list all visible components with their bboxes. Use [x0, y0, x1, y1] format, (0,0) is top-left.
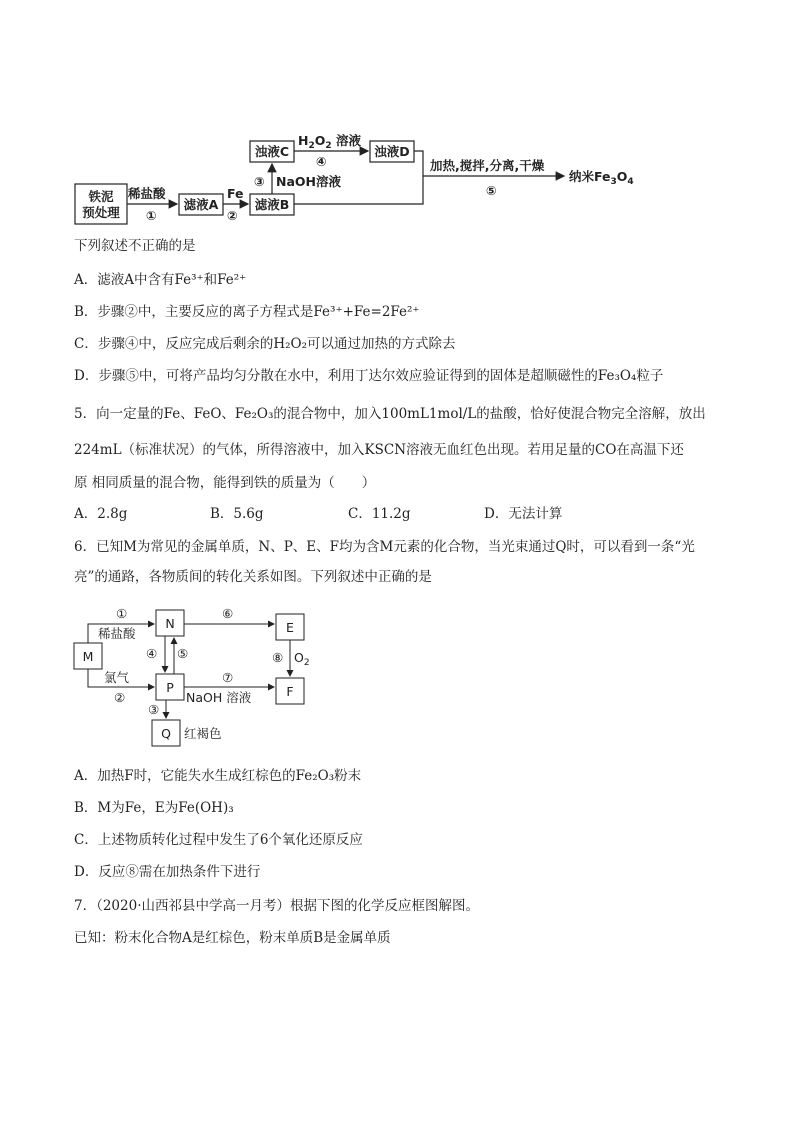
step-2: ②: [227, 208, 238, 223]
q6-line2: 亮”的通路，各物质间的转化关系如图。下列叙述中正确的是: [74, 569, 432, 585]
q7-line1: 7．（2020·山西祁县中学高一月考）根据下图的化学反应框图解图。: [74, 898, 479, 914]
f2-step-4: ④: [146, 646, 158, 661]
q4-option-b: B．步骤②中，主要反应的离子方程式是Fe³⁺+Fe=2Fe²⁺: [74, 304, 420, 320]
box-c-label: 浊液C: [254, 144, 290, 159]
q5-option-c: C．11.2g: [348, 506, 411, 522]
f2-step-1: ①: [116, 606, 128, 621]
q4-stem: 下列叙述不正确的是: [74, 238, 196, 254]
q6-option-c: C．上述物质转化过程中发生了6个氧化还原反应: [74, 832, 363, 848]
box-e-label: E: [286, 620, 294, 635]
step-5: ⑤: [486, 183, 497, 198]
q5-line2: 224mL（标准状况）的气体，所得溶液中，加入KSCN溶液无血红色出现。若用足量的CO在高温下还: [74, 442, 684, 458]
box-d-label: 浊液D: [374, 144, 410, 159]
reagent-3: NaOH溶液: [276, 174, 341, 189]
box-m-label: M: [82, 649, 94, 664]
box-tiehni-line2: 预处理: [82, 205, 120, 220]
box-q-label: Q: [161, 726, 171, 741]
f2-step-2: ②: [114, 690, 126, 705]
box-n-label: N: [165, 616, 175, 631]
reagent-2: Fe: [227, 186, 244, 201]
q6-line1: 6．已知M为常见的金属单质，N、P、E、F均为含M元素的化合物，当光束通过Q时，可以看到一条“光: [74, 539, 695, 555]
reagent-1: 稀盐酸: [128, 186, 166, 201]
f2-reagent-2: 氯气: [104, 670, 130, 685]
box-f-label: F: [286, 684, 294, 699]
q-label: 红褐色: [184, 726, 222, 741]
step-1: ①: [146, 208, 157, 223]
step-4: ④: [316, 154, 327, 169]
step-3: ③: [254, 174, 265, 189]
f2-reagent-8: $O_2$: [294, 650, 310, 668]
f2-step-7: ⑦: [222, 670, 234, 685]
product: 纳米$Fe_3O_4$: [569, 169, 634, 187]
box-a-label: 滤液A: [183, 197, 219, 212]
f2-reagent-7: NaOH 溶液: [186, 690, 252, 705]
f2-reagent-1: 稀盐酸: [98, 626, 136, 641]
f2-step-3: ③: [148, 702, 160, 717]
reagent-5: 加热,搅拌,分离,干燥: [430, 158, 545, 173]
q7-line2: 已知：粉末化合物A是红棕色，粉末单质B是金属单质: [74, 930, 391, 946]
q4-option-a: A．滤液A中含有Fe³⁺和Fe²⁺: [74, 272, 247, 288]
f2-step-6: ⑥: [222, 606, 234, 621]
q5-option-d: D．无法计算: [484, 506, 563, 522]
reagent-4: $H_2O_2$ 溶液: [298, 133, 361, 151]
box-tiehni-line1: 铁泥: [88, 189, 114, 204]
q4-option-d: D．步骤⑤中，可将产品均匀分散在水中，利用丁达尔效应验证得到的固体是超顺磁性的Fe₃O₄粒子: [74, 368, 664, 384]
f2-step-5: ⑤: [177, 646, 189, 661]
q5-option-b: B．5.6g: [210, 506, 264, 522]
q6-option-d: D．反应⑧需在加热条件下进行: [74, 864, 261, 880]
box-b-label: 滤液B: [254, 197, 290, 212]
q5-option-a: A．2.8g: [74, 506, 128, 522]
q4-option-c: C．步骤④中，反应完成后剩余的H₂O₂可以通过加热的方式除去: [74, 336, 456, 352]
q5-line1: 5．向一定量的Fe、FeO、Fe₂O₃的混合物中，加入100mL1mol/L的盐酸，恰好使混合物完全溶解，放出: [74, 406, 706, 422]
box-p-label: P: [166, 680, 174, 695]
q5-line3: 原 相同质量的混合物，能得到铁的质量为（ ）: [74, 475, 376, 491]
f2-step-8: ⑧: [272, 650, 284, 665]
q6-option-a: A．加热F时，它能失水生成红棕色的Fe₂O₃粉末: [74, 768, 362, 784]
flowchart-m-conversion: [60, 600, 400, 750]
q6-option-b: B．M为Fe，E为Fe(OH)₃: [74, 800, 234, 816]
flowchart-fe3o4: [0, 0, 794, 240]
